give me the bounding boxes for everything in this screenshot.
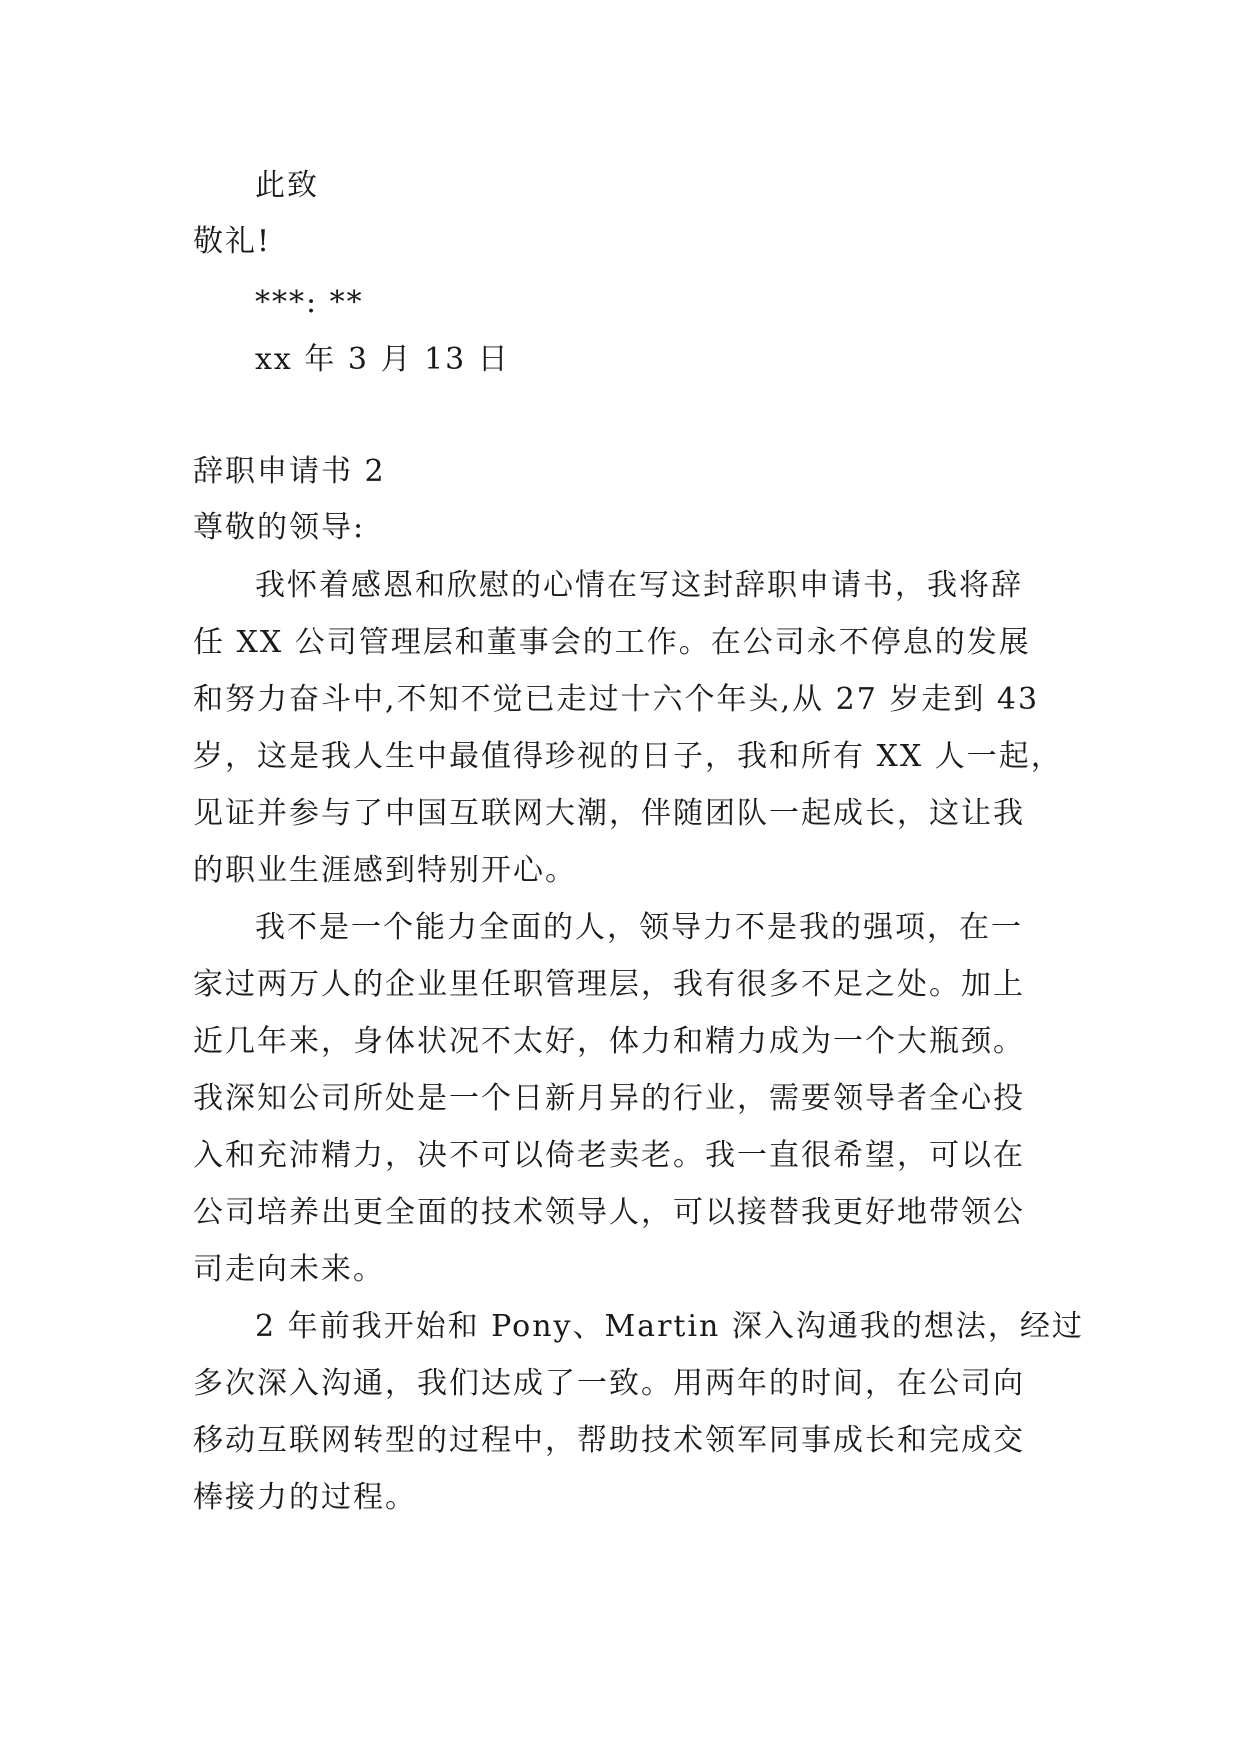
p1-line: 和努力奋斗中,不知不觉已走过十六个年头,从 27 岁走到 43	[193, 682, 1040, 717]
closing-jingli: 敬礼!	[193, 224, 272, 259]
signature: ***: **	[255, 285, 364, 320]
p3-line: 移动互联网转型的过程中，帮助技术领军同事成长和完成交	[193, 1423, 1025, 1458]
p2-line: 我深知公司所处是一个日新月异的行业，需要领导者全心投	[193, 1081, 1025, 1116]
p1-line: 我怀着感恩和欣慰的心情在写这封辞职申请书，我将辞	[255, 568, 1023, 603]
letter2-salutation: 尊敬的领导:	[193, 510, 366, 545]
p1-line: 见证并参与了中国互联网大潮，伴随团队一起成长，这让我	[193, 796, 1025, 831]
closing-cizhi: 此致	[255, 168, 319, 203]
letter2-title: 辞职申请书 2	[193, 454, 386, 489]
p3-line: 多次深入沟通，我们达成了一致。用两年的时间，在公司向	[193, 1366, 1025, 1401]
p1-line: 任 XX 公司管理层和董事会的工作。在公司永不停息的发展	[193, 625, 1031, 660]
p2-line: 家过两万人的企业里任职管理层，我有很多不足之处。加上	[193, 967, 1025, 1002]
p3-line: 棒接力的过程。	[193, 1480, 417, 1515]
p2-line: 入和充沛精力，决不可以倚老卖老。我一直很希望，可以在	[193, 1138, 1025, 1173]
p3-line: 2 年前我开始和 Pony、Martin 深入沟通我的想法，经过	[255, 1309, 1084, 1344]
p2-line: 司走向未来。	[193, 1252, 385, 1287]
p2-line: 近几年来，身体状况不太好，体力和精力成为一个大瓶颈。	[193, 1024, 1025, 1059]
p2-line: 我不是一个能力全面的人，领导力不是我的强项，在一	[255, 910, 1023, 945]
p1-line: 岁，这是我人生中最值得珍视的日子，我和所有 XX 人一起，	[193, 739, 1063, 774]
p1-line: 的职业生涯感到特别开心。	[193, 853, 577, 888]
letter-date: xx 年 3 月 13 日	[255, 342, 510, 377]
p2-line: 公司培养出更全面的技术领导人，可以接替我更好地带领公	[193, 1195, 1025, 1230]
